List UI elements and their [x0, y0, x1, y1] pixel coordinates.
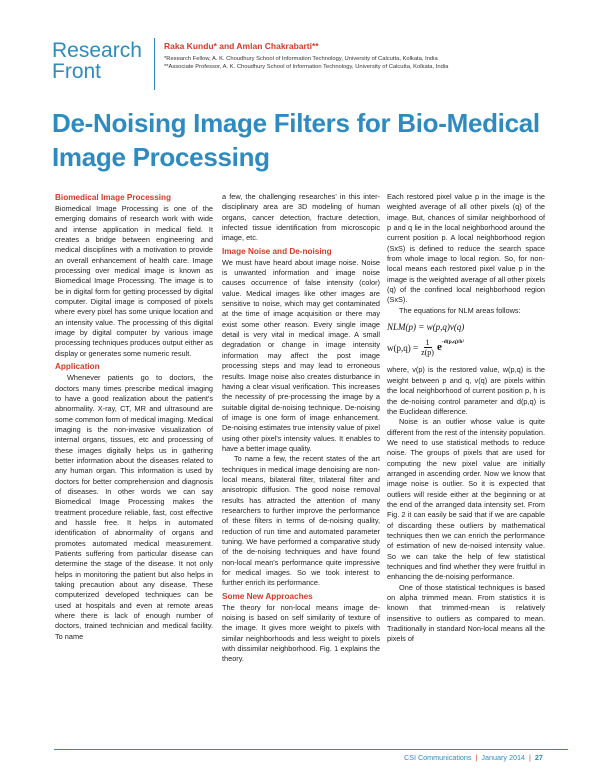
paragraph: The equations for NLM areas follows: — [399, 305, 521, 315]
footer-rule — [54, 749, 568, 750]
section-label — [52, 40, 142, 82]
issue-date: January 2014 — [481, 753, 525, 762]
equation-weight — [387, 338, 545, 357]
article-title: De-Noising Image Filters for Bio-Medical Image Processing — [52, 108, 540, 172]
paragraph: a few, the challenging researches' in this inter-disciplinary area are 3D modeling of human organs, cancer detection, fracture detection, infected tissue identification from microscopic image, etc. — [222, 192, 380, 243]
column-3 — [387, 192, 545, 645]
equation-numerator: 1 — [425, 338, 430, 348]
paragraph: We must have heard about image noise. Noise is unwanted information and image noise causes occurrence of false intensity (color) value. Medical images like other images are sensitive to noise, which may get contaminated at the time of image acquisition or there may exist some other reason. Every single image detail is very vital in medical image. A small degradation or change in image intensity information may affect the post image processing steps and may lead to erroneous results. Image noise also creates disturbance in having a clear visual verification. This increases the necessity of pre-processing the image by a suitable digital de-noising technique. De-noising of image is one form of image enhancement. De-noising estimates true intensity value of pixel using other pixel's intensity values. It enables to have a better image quality. — [222, 257, 380, 453]
paragraph: One of those statistical techniques is based on alpha trimmed mean. From statistics it is known that trimmed-mean is relatively insensitive to outliers as compared to mean. Traditionally in standard Non-local means all the pixels of — [387, 582, 545, 644]
paragraph: where, v(p) is the restored value, w(p,q) is the weight between p and q, v(q) are pixels within the local neighborhood of current position p, h is the de-noising control parameter and d(p,q) is the Euclidean difference. — [387, 365, 545, 416]
equation-exponential — [436, 338, 465, 354]
heading-application: Application — [55, 362, 100, 372]
section-label-line1: Research — [52, 39, 142, 62]
footer — [404, 753, 543, 762]
footer-separator: | — [528, 753, 531, 762]
affiliation-1: *Research Fellow, A. K. Choudhury School of Information Technology, University of Calcutta, Kolkata, India — [164, 56, 438, 62]
equation-base: e — [436, 340, 442, 353]
heading-image-noise: Image Noise and De-noising — [222, 246, 332, 256]
equation-weight-lhs: w(p,q) = — [387, 342, 419, 353]
equation-exponent: -d(p,q)/h² — [441, 338, 465, 345]
journal-name: CSI Communications — [404, 753, 472, 762]
equation-denominator: z(p) — [421, 348, 434, 358]
equation-nlm: NLM(p) = w(p,q)v(q) — [387, 322, 465, 333]
header-divider — [154, 38, 155, 90]
affiliation-2: **Associate Professor, A. K. Choudhury School of Information Technology, University of Calcutta, Kolkata, India — [164, 64, 449, 70]
paragraph: The theory for non-local means image de-noising is based on self similarity of texture of the image. It gives more weight to pixels with similar neighborhoods and less weight to pixels with dissimilar neighborhood. Fig. 1 explains the theory. — [222, 602, 380, 664]
paragraph: Whenever patients go to doctors, the doctors many times prescribe medical imaging to have a good realization about the patient's abnormality. X-ray, CT, MR and ultrasound are some common form of medical imaging. Medical imaging is the non-invasive visualization of internal organs, tissues, etc and processing of these images digitally helps us in gathering better information about the diseases related to any human organ. This information is used by doctors for better comprehension and diagnosis of diseases. In other words we can say Biomedical Image Processing makes the treatment procedure reliable, fast, cost effective and hassle free. It helps in automated identification of abnormality of organs and promotes automated medical measurement. Patients suffering from particular disease can determine the stage of the disease. It not only helps in monitoring the patient but also helps in taking precaution about any disease. These computerized developed techniques can be used at hospitals and even at remote areas where there is lack of enough number of doctors, trained technician and medical facility. To name — [55, 373, 213, 641]
column-1 — [55, 192, 213, 642]
authors: Raka Kundu* and Amlan Chakrabarti** — [164, 41, 319, 51]
paragraph: Noise is an outlier whose value is quite different from the rest of the intensity population. We need to use statistical methods to reduce noise. The groups of pixels that are used for computing the new pixel value are initially arranged in ascending order. Now we know that image noise is outlier. So it is expected that outliers will reside either at the beginning or at the end of the arranged data intensity set. From Fig. 2 it can easily be said that if we are capable of discarding these outliers by mathematical techniques then we can enrich the performance of estimation of new de-noised intensity value. So we can take the help of few statistical techniques and find whether they were fruitful in enhancing the de-noising performance. — [387, 417, 545, 582]
paragraph: To name a few, the recent states of the art techniques in medical image denoising are non-local means, bilateral filter, trilateral filter and anisotropic diffusion. The good noise removal results has attracted the attention of many researchers to further improve the performance of these filters in terms of de-noising quality, reduction of run time and automated parameter tuning. We have performed a comparative study of the de-noising techniques and have found non-local mean's performance quite impressive for medical images. So we took interest to further enrich its performance. — [222, 454, 380, 588]
paragraph: Each restored pixel value p in the image is the weighted average of all other pixels (q) of the image. But, chances of similar neighborhood of p and q lie in the local neighborhood around the current position p. A local neighborhood region (SxS) is defined to reduce the search space from whole image to local region. So, for non-local means each restored pixel value p in the image is the weighted average of all other pixels (q) of the confined local neighborhood region (SxS). — [387, 192, 545, 305]
paragraph: Biomedical Image Processing is one of the emerging domains of research work with wide and intense application in medical field. It creates a bridge between engineering and medical disciplines with a motivation to provide an overall enhancement of health care. Image processing over medical image is known as Biomedical Image Processing. The image is to be in digital form for getting processed by digital computer. Digital image is composed of pixels where every pixel has some unique location and an intensity value. The processing of this digital image by digital computer by various image processing techniques produces output either as display or generates some numeric result. — [55, 204, 213, 358]
footer-separator: | — [475, 753, 478, 762]
section-label-line2: Front — [52, 60, 102, 83]
heading-new-approaches: Some New Approaches — [222, 591, 313, 601]
column-2 — [222, 192, 380, 665]
equation-fraction — [421, 338, 434, 357]
heading-biomedical-image-processing: Biomedical Image Processing — [55, 193, 172, 202]
page-number: 27 — [534, 753, 543, 762]
